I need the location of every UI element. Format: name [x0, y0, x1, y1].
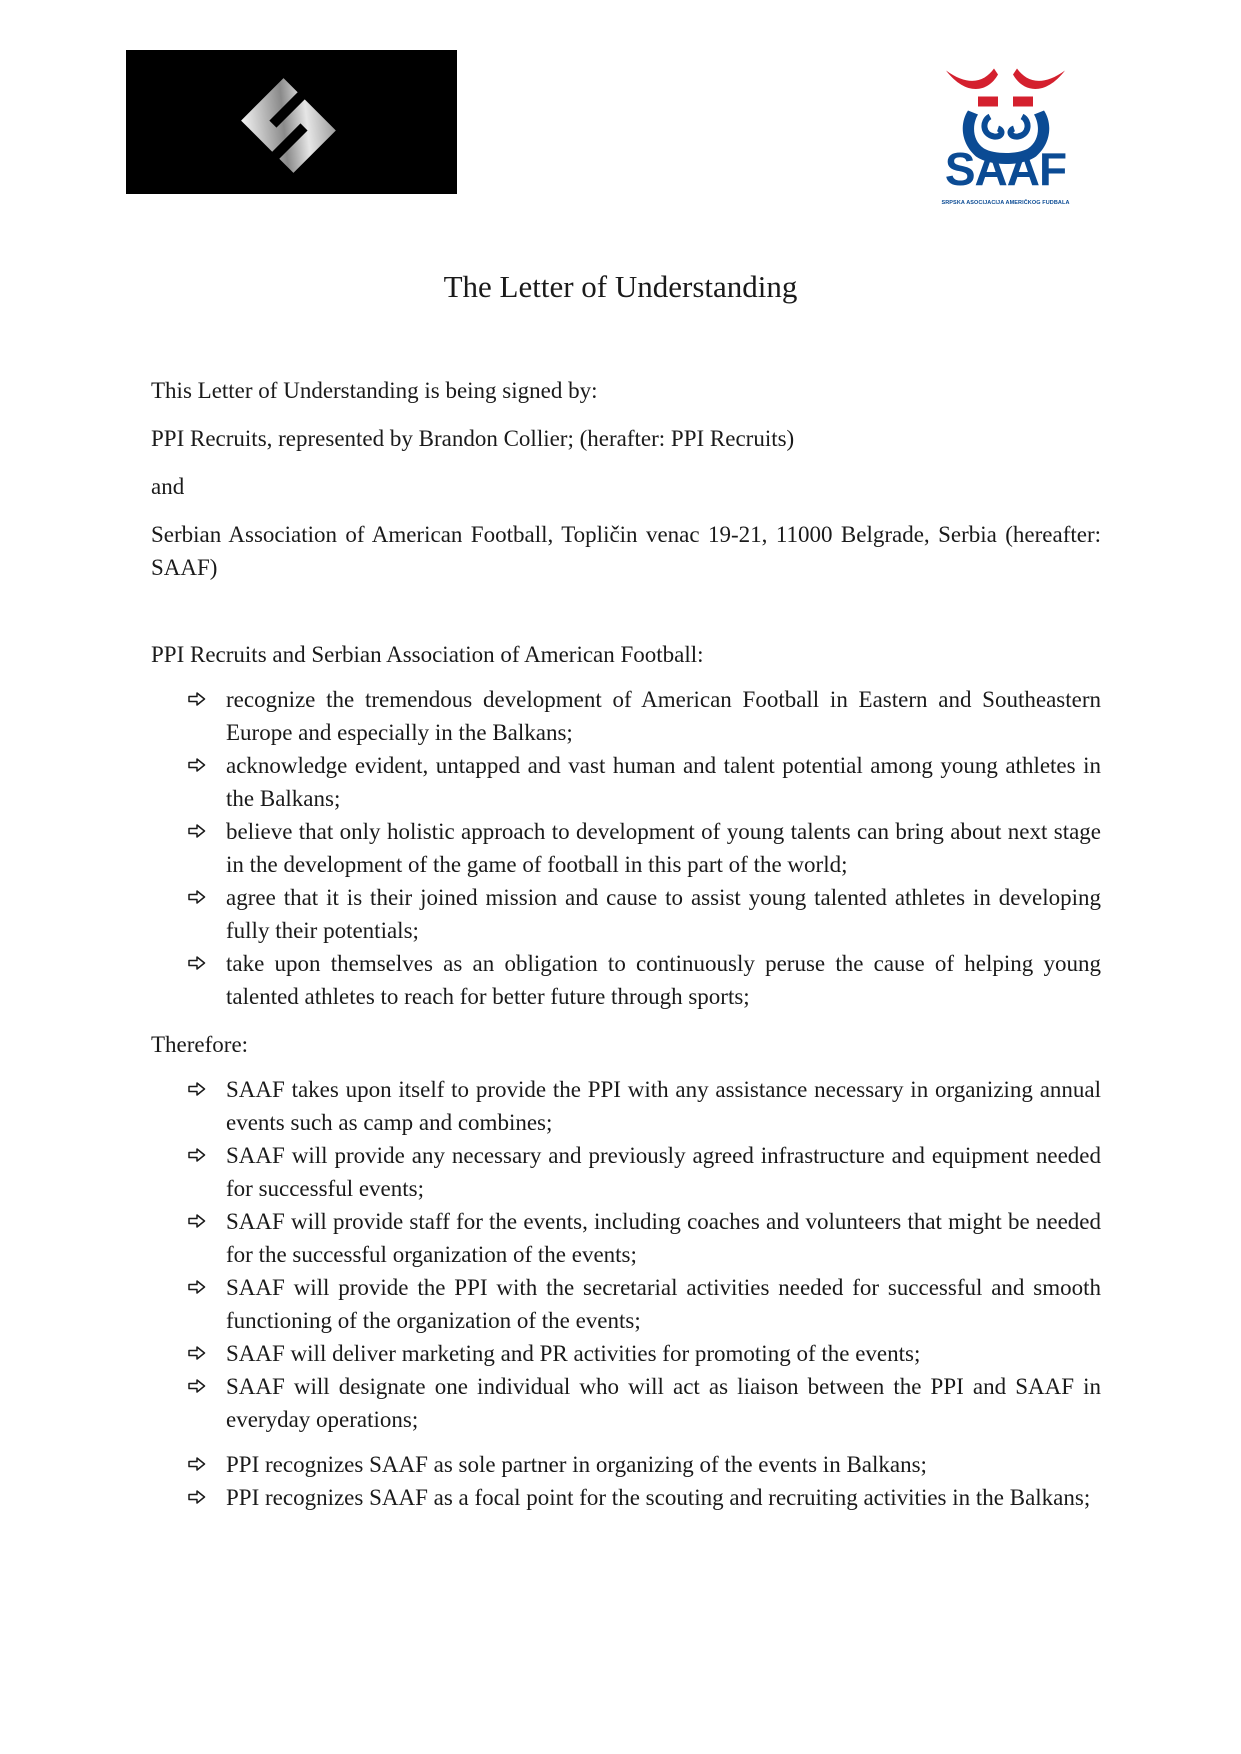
- saaf-tagline: SRPSKA ASOCIJACIJA AMERIČKOG FUDBALA: [941, 200, 1070, 206]
- party-saaf: Serbian Association of American Football, Topličin venac 19-21, 11000 Belgrade, Serbia (hereafter: SAAF): [151, 522, 1101, 580]
- arrow-bullet-icon: [188, 956, 206, 970]
- list-item: PPI recognizes SAAF as sole partner in organizing of the events in Balkans;: [151, 1448, 1101, 1481]
- letter-body: [151, 374, 1101, 1514]
- list-item: recognize the tremendous development of American Football in Eastern and Southeastern Europe and especially in the Balkans;: [151, 683, 1101, 749]
- arrow-bullet-icon: [188, 1457, 206, 1471]
- arrow-bullet-icon: [188, 890, 206, 904]
- arrow-bullet-icon: [188, 692, 206, 706]
- saaf-logo: [938, 28, 1073, 213]
- conjunction: and: [151, 474, 185, 499]
- arrow-bullet-icon: [188, 758, 206, 772]
- arrow-bullet-icon: [188, 824, 206, 838]
- list-item: acknowledge evident, untapped and vast human and talent potential among young athletes in the Balkans;: [151, 749, 1101, 815]
- ppi-obligations-list: [151, 1448, 1101, 1514]
- list-item: SAAF will provide any necessary and previously agreed infrastructure and equipment needed for successful events;: [151, 1139, 1101, 1205]
- arrow-bullet-icon: [188, 1148, 206, 1162]
- ppi-logo: [126, 50, 457, 194]
- arrow-bullet-icon: [188, 1346, 206, 1360]
- recitals-heading: PPI Recruits and Serbian Association of American Football:: [151, 642, 704, 667]
- list-item: SAAF will provide the PPI with the secretarial activities needed for successful and smooth functioning of the organization of the events;: [151, 1271, 1101, 1337]
- recitals-list: [151, 683, 1101, 1013]
- arrow-bullet-icon: [188, 1490, 206, 1504]
- ppi-monogram-icon: [227, 57, 357, 187]
- list-item: take upon themselves as an obligation to continuously peruse the cause of helping young talented athletes to reach for better future through sports;: [151, 947, 1101, 1013]
- therefore-heading: Therefore:: [151, 1032, 249, 1057]
- saaf-wordmark: SAAF: [944, 143, 1067, 195]
- list-item: PPI recognizes SAAF as a focal point for the scouting and recruiting activities in the Balkans;: [151, 1481, 1101, 1514]
- saaf-obligations-list: [151, 1073, 1101, 1436]
- list-item: agree that it is their joined mission and cause to assist young talented athletes in developing fully their potentials;: [151, 881, 1101, 947]
- intro-line: This Letter of Understanding is being signed by:: [151, 378, 598, 403]
- arrow-bullet-icon: [188, 1379, 206, 1393]
- party-ppi: PPI Recruits, represented by Brandon Collier; (herafter: PPI Recruits): [151, 426, 795, 451]
- list-item: SAAF will designate one individual who will act as liaison between the PPI and SAAF in everyday operations;: [151, 1370, 1101, 1436]
- arrow-bullet-icon: [188, 1082, 206, 1096]
- arrow-bullet-icon: [188, 1280, 206, 1294]
- list-item: SAAF will provide staff for the events, including coaches and volunteers that might be needed for the successful organization of the events;: [151, 1205, 1101, 1271]
- document-title: The Letter of Understanding: [443, 269, 798, 304]
- arrow-bullet-icon: [188, 1214, 206, 1228]
- list-item: SAAF takes upon itself to provide the PPI with any assistance necessary in organizing annual events such as camp and combines;: [151, 1073, 1101, 1139]
- list-item: believe that only holistic approach to development of young talents can bring about next stage in the development of the game of football in this part of the world;: [151, 815, 1101, 881]
- list-item: SAAF will deliver marketing and PR activities for promoting of the events;: [151, 1337, 1101, 1370]
